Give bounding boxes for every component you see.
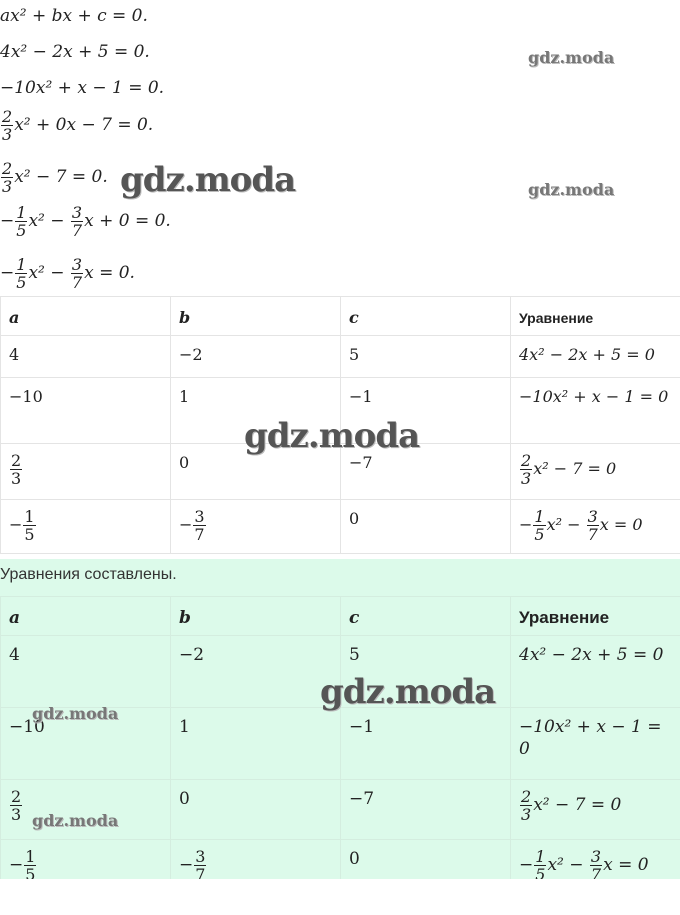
cell-a: $\frac{2}{3}$ — [1, 780, 171, 840]
header-b: b — [171, 597, 341, 636]
cell-b: − $\frac{3}{7}$ — [171, 500, 341, 554]
header-c: c — [341, 297, 511, 336]
cell-c: −7 — [341, 780, 511, 840]
cell-a: −10 — [1, 378, 171, 444]
cell-c: −1 — [341, 378, 511, 444]
cell-equation: −10x² + x − 1 = 0 — [511, 378, 680, 444]
header-b: b — [171, 297, 341, 336]
header-a: a — [1, 297, 171, 336]
cell-b: − $\frac{3}{7}$ — [171, 840, 341, 880]
equation-4: $\frac{2}{3}$ x² − 7 = 0. — [2, 159, 108, 196]
cell-c: 0 — [341, 840, 511, 880]
answer-text: Уравнения составлены. — [0, 566, 177, 583]
header-c: c — [341, 597, 511, 636]
cell-a: −10 — [1, 708, 171, 780]
cell-equation: − $\frac{1}{5}$ x² − $\frac{3}{7}$ x = 0 — [511, 840, 680, 880]
cell-c: 0 — [341, 500, 511, 554]
cell-b: 1 — [171, 708, 341, 780]
table-row — [1, 780, 680, 840]
answer-table — [0, 596, 680, 879]
table-header-row — [1, 297, 680, 336]
watermark: gdz.moda — [244, 416, 420, 456]
watermark: gdz.moda — [320, 672, 496, 712]
header-a: a — [1, 597, 171, 636]
cell-equation: − $\frac{1}{5}$ x² − $\frac{3}{7}$ x = 0 — [511, 500, 680, 554]
equation-3: $\frac{2}{3}$ x² + 0x − 7 = 0. — [2, 107, 154, 144]
cell-c: −7 — [341, 444, 511, 500]
cell-b: 0 — [171, 444, 341, 500]
cell-a: − $\frac{1}{5}$ — [1, 500, 171, 554]
watermark: gdz.moda — [32, 811, 119, 830]
cell-a: − $\frac{1}{5}$ — [1, 840, 171, 880]
cell-b: 0 — [171, 780, 341, 840]
cell-b: 1 — [171, 378, 341, 444]
table-row — [1, 500, 680, 554]
cell-equation: 4x² − 2x + 5 = 0 — [511, 336, 680, 378]
cell-c: −1 — [341, 708, 511, 780]
header-equation: Уравнение — [511, 597, 680, 636]
watermark: gdz.moda — [32, 704, 119, 723]
cell-equation: 4x² − 2x + 5 = 0 — [511, 636, 680, 708]
table-row — [1, 840, 680, 880]
equation-2: −10x² + x − 1 = 0. — [0, 78, 165, 98]
cell-a: 4 — [1, 636, 171, 708]
equation-1: 4x² − 2x + 5 = 0. — [0, 42, 150, 62]
watermark: gdz.moda — [528, 180, 615, 199]
cell-a: 4 — [1, 336, 171, 378]
watermark: gdz.moda — [528, 48, 615, 67]
table-header-row — [1, 597, 680, 636]
cell-c: 5 — [341, 636, 511, 708]
header-equation: Уравнение — [511, 297, 680, 336]
table-row — [1, 336, 680, 378]
cell-equation: $\frac{2}{3}$ x² − 7 = 0 — [511, 444, 680, 500]
equation-5: − $\frac{1}{5}$ x² − $\frac{3}{7}$ x + 0 = 0. — [0, 203, 171, 240]
cell-c: 5 — [341, 336, 511, 378]
watermark: gdz.moda — [120, 160, 296, 200]
equation-general: ax² + bx + c = 0. — [0, 6, 148, 26]
cell-b: −2 — [171, 636, 341, 708]
cell-b: −2 — [171, 336, 341, 378]
cell-a: $\frac{2}{3}$ — [1, 444, 171, 500]
cell-equation: $\frac{2}{3}$ x² − 7 = 0 — [511, 780, 680, 840]
cell-equation: −10x² + x − 1 = 0 — [511, 708, 680, 780]
equation-6: − $\frac{1}{5}$ x² − $\frac{3}{7}$ x = 0. — [0, 255, 135, 292]
